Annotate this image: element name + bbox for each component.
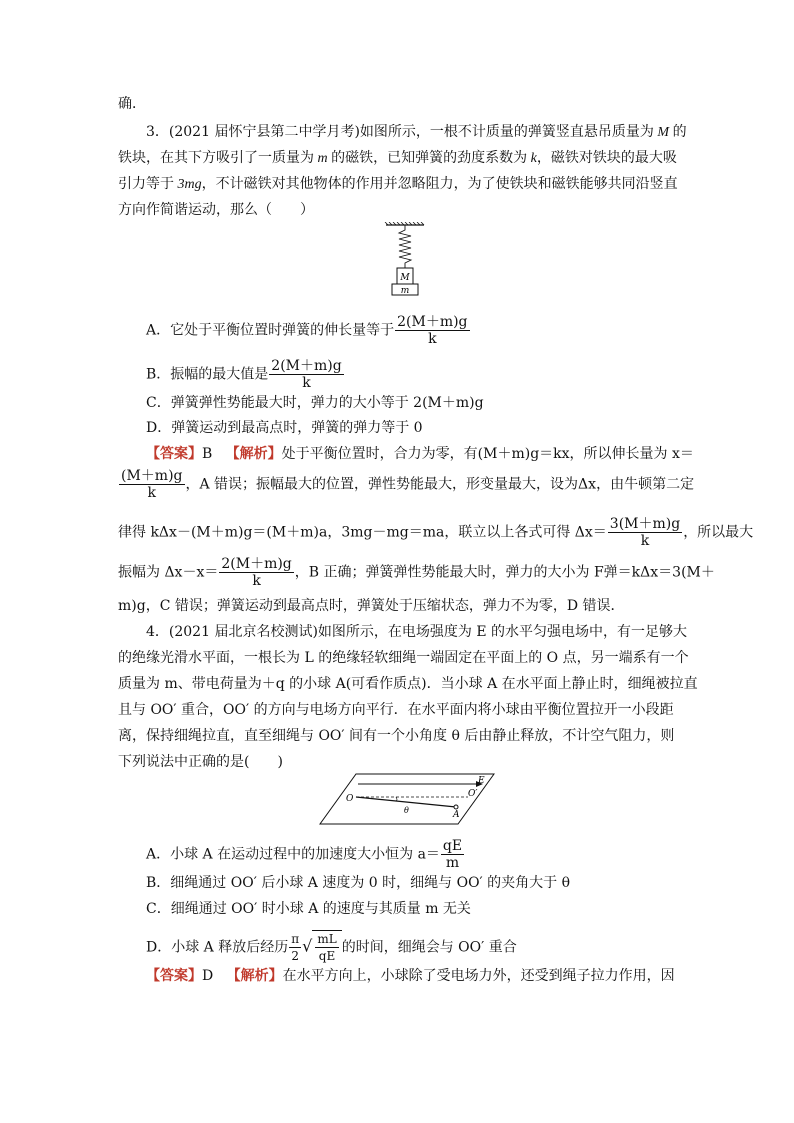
q3-option-c: C．弹簧弹性势能最大时，弹力的大小等于 2(M＋m)g (146, 395, 484, 411)
theta-label: θ (404, 806, 409, 815)
q3-analysis-3: 律得 kΔx－(M＋m)g＝(M＋m)a，3mg－mg＝ma，联立以上各式可得 Δx＝ $\frac{3(M+m)g}{k}$ ，所以最大 (118, 516, 754, 549)
q4-option-b: B．细绳通过 OO′ 后小球 A 速度为 0 时，细绳与 OO′ 的夹角大于 θ (146, 875, 571, 891)
mass-m-label: m (400, 286, 410, 296)
q3-analysis-5: m)g，C 错误；弹簧运动到最高点时，弹簧处于压缩状态，弹力不为零，D 错误． (118, 598, 625, 614)
q4-option-a: A．小球 A 在运动过程中的加速度大小恒为 a＝ $\frac{qE}{m}$ (146, 838, 463, 871)
q4-option-d: D．小球 A 释放后经历 $\frac{\pi}{2}$ √ $\frac{mL}{qE}$ 的时间，细绳会与 OO′ 重合 (146, 932, 517, 963)
q4-stem-1: 4．(2021 届北京名校测试)如图所示，在电场强度为 E 的水平匀强电场中，有一足够大 (146, 624, 688, 640)
q3-option-d: D．弹簧运动到最高点时，弹簧的弹力等于 0 (146, 420, 423, 436)
q4-option-c: C．细绳通过 OO′ 时小球 A 的速度与其质量 m 无关 (146, 901, 471, 917)
ball-A-label: A (453, 810, 460, 820)
q3-answer: 【答案】B 【解析】处于平衡位置时，合力为零，有(M＋m)g＝kx，所以伸长量为 x＝ (146, 446, 694, 462)
q3-stem-3: 引力等于 3mg，不计磁铁对其他物体的作用并忽略阻力，为了使铁块和磁铁能够共同沿竖直 (118, 176, 678, 192)
spring-figure (380, 222, 430, 302)
q3-stem-1: 3．(2021 届怀宁县第二中学月考)如图所示，一根不计质量的弹簧竖直悬吊质量为 M 的 (146, 124, 687, 140)
q3-analysis-2: $\frac{(M+m)g}{k}$ ，A 错误；振幅最大的位置，弹性势能最大，形变量最大，设为Δx，由牛顿第二定 (121, 468, 695, 501)
q3-option-a: A．它处于平衡位置时弹簧的伸长量等于 $\frac{2(M+m)g}{k}$ (146, 314, 468, 347)
prev-text: 确． (118, 96, 146, 112)
field-figure (318, 770, 498, 828)
field-E-label: E (478, 776, 485, 786)
q3-option-b: B．振幅的最大值是 $\frac{2(M+m)g}{k}$ (146, 358, 342, 391)
q4-stem-5: 离，保持细绳拉直，直至细绳与 OO′ 间有一个小角度 θ 后由静止释放，不计空气阻力，则 (118, 728, 675, 744)
mass-M-label: M (400, 273, 410, 283)
q4-stem-6: 下列说法中正确的是( ) (118, 754, 283, 770)
q4-answer: 【答案】D 【解析】在水平方向上，小球除了受电场力外，还受到绳子拉力作用，因 (146, 968, 675, 984)
q4-stem-4: 且与 OO′ 重合，OO′ 的方向与电场方向平行．在水平面内将小球由平衡位置拉开一小段距 (118, 702, 674, 718)
q3-analysis-4: 振幅为 Δx－x＝ $\frac{2(M+m)g}{k}$ ，B 正确；弹簧弹性势能最大时，弹力的大小为 F弹＝kΔx＝3(M＋ (118, 556, 715, 589)
point-O-prime-label: O′ (468, 789, 478, 799)
q4-stem-3: 质量为 m、带电荷量为＋q 的小球 A(可看作质点)．当小球 A 在水平面上静止时，细绳被拉直 (118, 676, 698, 692)
q3-stem-2: 铁块，在其下方吸引了一质量为 m 的磁铁，已知弹簧的劲度系数为 k，磁铁对铁块的最大吸 (118, 150, 677, 166)
q4-stem-2: 的绝缘光滑水平面，一根长为 L 的绝缘轻软细绳一端固定在平面上的 O 点，另一端系有一个 (118, 650, 689, 666)
q3-stem-4: 方向作简谐运动，那么（ ） (118, 202, 314, 218)
point-O-label: O (346, 794, 354, 804)
